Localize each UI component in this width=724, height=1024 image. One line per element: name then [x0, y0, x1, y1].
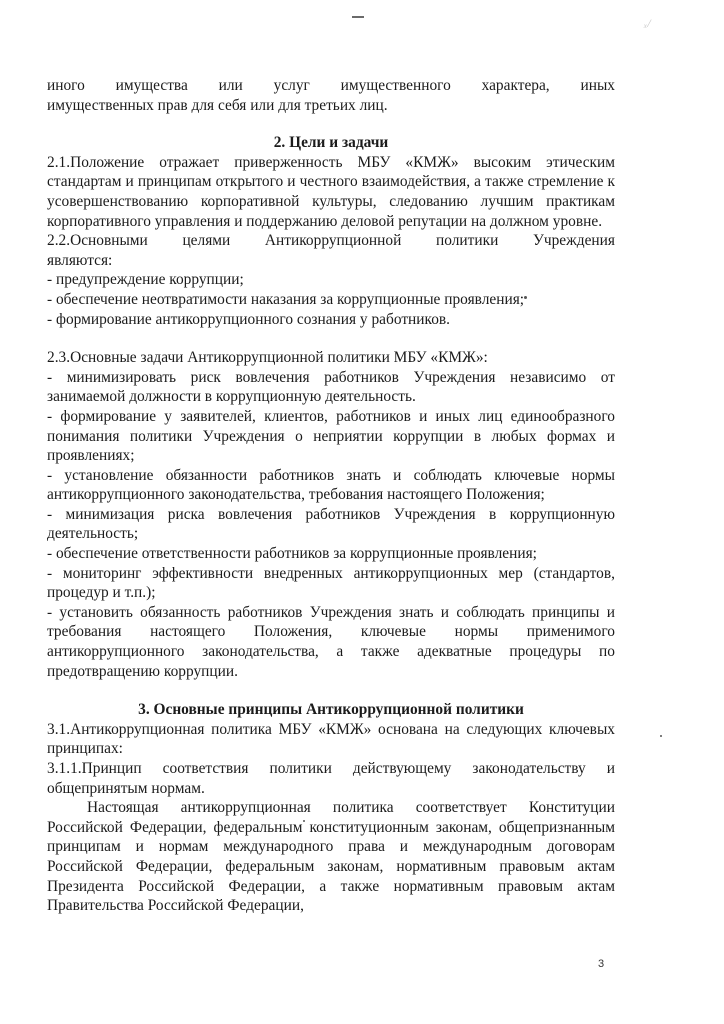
paragraph-2-3: 2.3.Основные задачи Антикоррупционной политики МБУ «КМЖ»:	[47, 349, 488, 367]
paragraph-2-2-line-2: являются:	[47, 251, 113, 269]
task-item: - минимизировать риск вовлечения работников Учреждения независимо от занимаемой должности в коррупционную деятельность.	[47, 368, 615, 406]
pencil-mark: ₓ/	[644, 16, 651, 30]
paragraph-2-1: 2.1.Положение отражает приверженность МБУ «КМЖ» высоким этическим стандартам и принципам открытого и честного взаимодействия, а также стремление к усовершенствованию корпоративной культуры, следованию лучшим практикам корпоративного управления и поддержанию деловой репутации на должном уровне.	[47, 153, 615, 230]
goal-item: - формирование антикоррупционного сознания у работников.	[47, 310, 451, 328]
continuation-line-1: иного имущества или услуг имущественного характера, иных	[47, 77, 615, 94]
scan-mark	[352, 16, 364, 18]
scan-speck	[660, 735, 662, 737]
goal-item: - обеспечение неотвратимости наказания за коррупционные проявления;	[47, 290, 525, 308]
section-2-heading: 2. Цели и задачи	[273, 134, 389, 152]
task-item: - обеспечение ответственности работников за коррупционные проявления;	[47, 545, 537, 563]
page-number: 3	[598, 958, 605, 970]
document-body	[47, 76, 615, 916]
task-item: - установление обязанности работников знать и соблюдать ключевые нормы антикоррупционного законодательства, требования настоящего Положения;	[47, 466, 615, 504]
paragraph-3-1: 3.1.Антикоррупционная политика МБУ «КМЖ» основана на следующих ключевых принципах:	[47, 720, 615, 758]
section-3-heading: 3. Основные принципы Антикоррупционной политики	[138, 701, 524, 719]
task-item: - минимизация риска вовлечения работников Учреждения в коррупционную деятельность;	[47, 505, 615, 543]
goal-item: - предупреждение коррупции;	[47, 271, 244, 289]
continuation-line-2: имущественных прав для себя или для третьих лиц.	[47, 96, 388, 114]
task-item: - формирование у заявителей, клиентов, работников и иных лиц единообразного понимания политики Учреждения о неприятии коррупции в любых формах и проявлениях;	[47, 407, 615, 465]
task-item: - установить обязанность работников Учреждения знать и соблюдать принципы и требования настоящего Положения, ключевые нормы применимого антикоррупционного законодательства, а также адекватные процедуры по предотвращению коррупции.	[47, 603, 615, 680]
paragraph-3-1-1: 3.1.1.Принцип соответствия политики действующему законодательству и общепринятым нормам.	[47, 760, 615, 797]
paragraph-2-2-line-1: 2.2.Основными целями Антикоррупционной политики Учреждения	[47, 232, 615, 250]
task-item: - мониторинг эффективности внедренных антикоррупционных мер (стандартов, процедур и т.п.);	[47, 564, 615, 602]
paragraph-constitution: Настоящая антикоррупционная политика соответствует Конституции Российской Федерации, федеральным конституционным законам, общепризнанным принципам и нормам международного права и международным договорам Российской Федерации, федеральным законам, нормативным правовым актам Президента Российской Федерации, а также нормативным правовым актам Правительства Российской Федерации,	[47, 799, 615, 915]
